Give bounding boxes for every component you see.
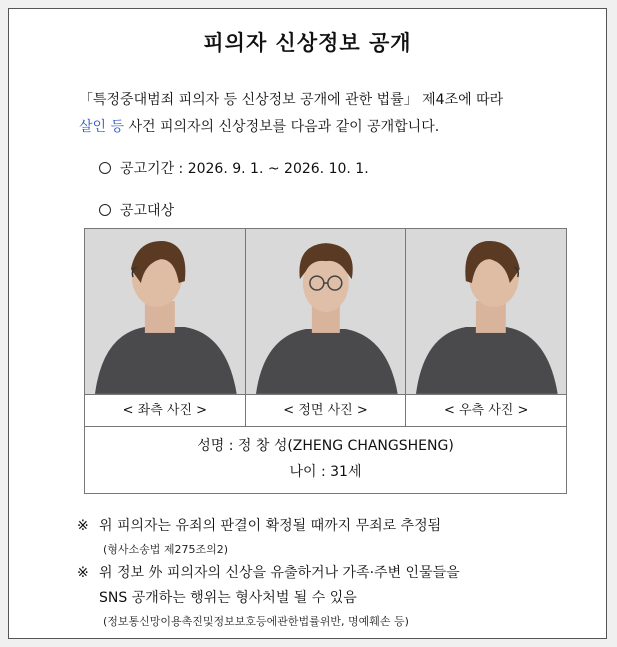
front-photo <box>246 229 407 394</box>
circle-bullet-icon <box>99 204 111 216</box>
note-2 <box>77 561 597 586</box>
crime-type-highlight: 살인 등 <box>79 119 125 135</box>
page-title: 피의자 신상정보 공개 <box>203 31 412 55</box>
note-1 <box>77 514 597 539</box>
reference-mark-icon: ※ <box>77 565 89 581</box>
target-heading <box>99 200 174 220</box>
notice-sheet <box>8 8 607 639</box>
note-2-sub: (정보통신망이용촉진및정보보호등에관한법률위반, 명예훼손 등) <box>103 615 409 628</box>
note-1-sub: (형사소송법 제275조의2) <box>103 543 229 556</box>
intro-paragraph <box>79 87 599 141</box>
intro-line-1: 「특정중대범죄 피의자 등 신상정보 공개에 관한 법률」 제4조에 따라 <box>79 92 504 108</box>
note-2-line-1: 위 정보 外 피의자의 신상을 유출하거나 가족·주변 인물들을 <box>99 565 460 581</box>
photo-row <box>85 229 566 395</box>
right-profile-photo <box>406 229 566 394</box>
intro-line-2-rest: 사건 피의자의 신상정보를 다음과 같이 공개합니다. <box>124 119 440 135</box>
circle-bullet-icon <box>99 162 111 174</box>
suspect-info <box>85 427 566 493</box>
right-photo-label: < 우측 사진 > <box>443 403 529 418</box>
suspect-name: 성명 : 정 창 성(ZHENG CHANGSHENG) <box>197 438 454 454</box>
note-1-text: 위 피의자는 유죄의 판결이 확정될 때까지 무죄로 추정됨 <box>99 518 442 534</box>
period-text: 공고기간 : 2026. 9. 1. ~ 2026. 10. 1. <box>120 161 369 177</box>
notes-section <box>77 514 597 633</box>
suspect-photo-table <box>84 228 567 494</box>
notice-period <box>99 158 369 178</box>
intro-line-2 <box>79 114 599 141</box>
reference-mark-icon: ※ <box>77 518 89 534</box>
front-photo-label: < 정면 사진 > <box>246 395 407 426</box>
left-photo-label: < 좌측 사진 > <box>85 395 246 426</box>
left-profile-photo <box>85 229 246 394</box>
photo-label-row <box>85 395 566 427</box>
right-profile-image <box>406 229 566 394</box>
target-heading-text: 공고대상 <box>120 203 175 219</box>
left-profile-image <box>85 229 245 394</box>
note-2-line-2: SNS 공개하는 행위는 형사처벌 될 수 있음 <box>99 590 357 606</box>
suspect-age: 나이 : 31세 <box>289 464 362 480</box>
front-image <box>246 229 406 394</box>
